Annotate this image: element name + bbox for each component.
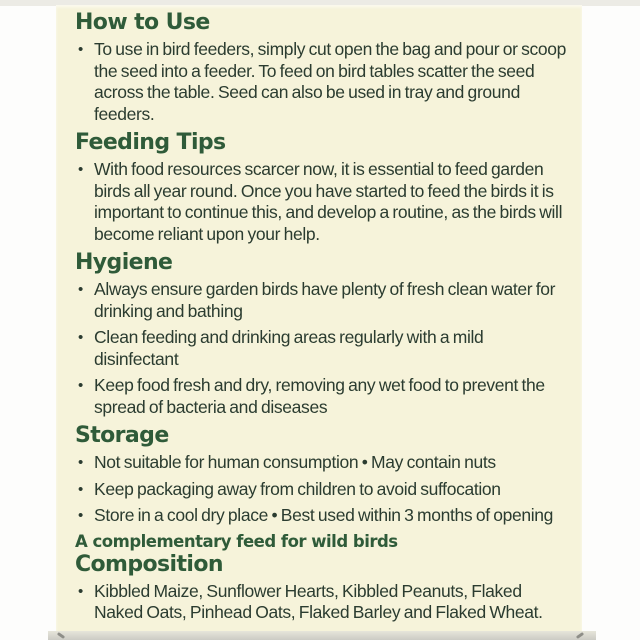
section-heading-hygiene: Hygiene xyxy=(75,250,173,275)
bullet-text: Clean feeding and drinking areas regularly with a mild disinfectant xyxy=(94,327,484,369)
section-heading-composition: Composition xyxy=(75,551,223,577)
list-item xyxy=(75,39,570,125)
list-item xyxy=(75,581,570,624)
bullet-icon: • xyxy=(78,281,83,298)
bullet-icon: • xyxy=(78,41,83,58)
list-item xyxy=(75,452,570,474)
list-item xyxy=(75,505,570,527)
bullet-text: Kibbled Maize, Sunflower Hearts, Kibbled Peanuts, Flaked Naked Oats, Pinhead Oats, Flaked Barley and Flaked Wheat. xyxy=(94,580,543,622)
complementary-feed-note: A complementary feed for wild birds xyxy=(75,531,398,551)
section-heading-how-to-use: How to Use xyxy=(75,10,210,35)
list-item xyxy=(75,327,570,370)
bullet-icon: • xyxy=(78,480,83,498)
list-item xyxy=(75,479,570,501)
how-to-use-list xyxy=(75,39,570,125)
bullet-icon: • xyxy=(78,454,83,471)
bullet-icon: • xyxy=(78,329,83,346)
feeding-tips-list xyxy=(75,159,570,245)
hygiene-list xyxy=(75,279,570,418)
bullet-text: Keep packaging away from children to avoid suffocation xyxy=(94,478,501,499)
bullet-text: Store in a cool dry place • Best used within 3 months of opening xyxy=(94,505,554,525)
storage-list xyxy=(75,452,570,527)
section-heading-feeding-tips: Feeding Tips xyxy=(75,130,226,155)
bird-seed-label xyxy=(56,5,582,633)
label-bottom-edge xyxy=(48,631,596,640)
bullet-icon: • xyxy=(78,377,83,394)
bullet-text: Not suitable for human consumption • May contain nuts xyxy=(94,452,496,472)
list-item xyxy=(75,159,570,245)
list-item xyxy=(75,375,570,418)
bullet-icon: • xyxy=(78,582,83,600)
bullet-text: With food resources scarcer now, it is essential to feed garden birds all year round. Once you have started to feed the birds it is important to continue this, and develop a routine, as the birds will become reliant upon your help. xyxy=(94,159,563,244)
composition-list xyxy=(75,581,570,624)
section-heading-storage: Storage xyxy=(75,423,169,448)
bullet-text: Keep food fresh and dry, removing any wet food to prevent the spread of bacteria and diseases xyxy=(94,375,545,417)
label-content xyxy=(56,5,582,624)
bullet-text: To use in bird feeders, simply cut open the bag and pour or scoop the seed into a feeder. To feed on bird tables scatter the seed across the table. Seed can also be used in tray and ground feeders. xyxy=(94,39,567,124)
bullet-icon: • xyxy=(78,161,83,178)
bullet-icon: • xyxy=(78,507,83,524)
list-item xyxy=(75,279,570,322)
bullet-text: Always ensure garden birds have plenty of fresh clean water for drinking and bathing xyxy=(94,279,556,321)
